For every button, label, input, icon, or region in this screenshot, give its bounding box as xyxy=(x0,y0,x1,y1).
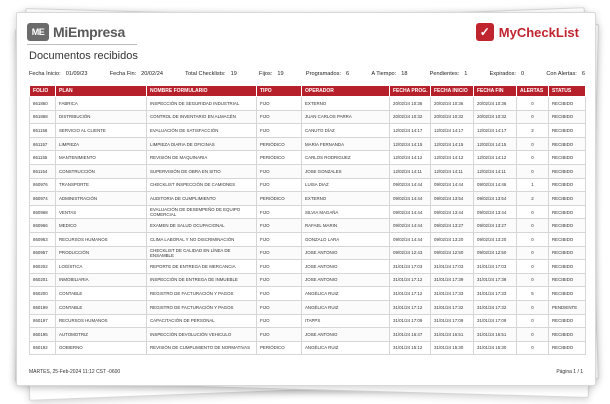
table-cell: 0 xyxy=(517,110,549,124)
table-cell: INSPECCIÓN DEVOLUCIÓN VEHICULO xyxy=(147,328,257,342)
table-cell: 09/02/24 14:44 xyxy=(431,178,474,192)
table-cell: FIJO xyxy=(257,97,302,111)
column-header: STATUS xyxy=(549,86,586,97)
filter-value: 20/02/24 xyxy=(141,71,163,77)
table-cell: 20/02/24 10:36 xyxy=(474,97,517,111)
table-cell: REVISIÓN DE MAQUINARIA xyxy=(147,151,257,165)
table-row xyxy=(30,97,586,111)
table-cell: 09/02/24 13:54 xyxy=(474,192,517,206)
table-cell: 09/02/24 12:50 xyxy=(474,246,517,260)
table-cell: CONTROL DE INVENTARIO EN ALMACÉN xyxy=(147,110,257,124)
table-cell: 09/02/24 13:20 xyxy=(431,232,474,246)
table-cell: 0 xyxy=(517,205,549,219)
filter-value: 19 xyxy=(230,71,237,77)
table-row xyxy=(30,178,586,192)
table-cell: ANGÉLICA RUIZ xyxy=(302,287,390,301)
table-cell: JOSE ANTONIO xyxy=(302,246,390,260)
table-cell: INSPECCIÓN DE ENTREGA DE INMUEBLE xyxy=(147,273,257,287)
column-header: ALERTAS xyxy=(517,86,549,97)
table-cell: CHECKLIST DE CALIDAD EN LÍNEA DE ENSAMBLE xyxy=(147,246,257,260)
filter-value: 0 xyxy=(521,71,525,77)
table-cell: REVISIÓN DE CUMPLIMIENTO DE NORMATIVAS xyxy=(147,341,257,355)
table-cell: PERIÓDICO xyxy=(257,341,302,355)
table-cell: 0 xyxy=(517,260,549,274)
table-cell: SERVICIO AL CLIENTE xyxy=(56,124,147,138)
table-cell: 31/01/24 17:12 xyxy=(390,273,431,287)
table-header xyxy=(30,86,586,97)
table-cell: LUISA DIAZ xyxy=(302,178,390,192)
table-cell: MANTENIMIENTO xyxy=(56,151,147,165)
column-header: FECHA INICIO xyxy=(431,86,474,97)
table-cell: PERIÓDICO xyxy=(257,137,302,151)
table-cell: FIJO xyxy=(257,287,302,301)
table-cell: 2 xyxy=(517,124,549,138)
table-cell: 09/02/24 14:44 xyxy=(390,205,431,219)
table-cell: 0 xyxy=(517,164,549,178)
header-divider xyxy=(27,44,137,45)
table-cell: 31/01/24 16:47 xyxy=(390,328,431,342)
table-cell: FIJO xyxy=(257,164,302,178)
table-cell: JOSE ANTONIO xyxy=(302,273,390,287)
table-cell: RECIBIDO xyxy=(549,205,586,219)
filter-value: 1 xyxy=(464,71,468,77)
table-cell: 31/01/24 17:39 xyxy=(431,273,474,287)
table-cell: 09/02/24 14:46 xyxy=(474,178,517,192)
table-cell: 31/01/24 17:03 xyxy=(390,260,431,274)
table-cell: RECIBIDO xyxy=(549,273,586,287)
table-cell: CHECKLIST INSPECCIÓN DE CAMIONES xyxy=(147,178,257,192)
table-cell: 860201 xyxy=(30,273,56,287)
filter-item xyxy=(490,71,525,77)
column-header: PLAN xyxy=(56,86,147,97)
table-cell: 09/02/24 13:54 xyxy=(431,192,474,206)
checklist-icon: ✓ xyxy=(476,23,494,41)
table-cell: 09/02/24 13:44 xyxy=(474,205,517,219)
table-cell: EVALUACIÓN DE DESEMPEÑO DE EQUIPO COMERCIAL xyxy=(147,205,257,219)
table-cell: 0 xyxy=(517,300,549,314)
table-cell: 31/01/24 17:39 xyxy=(474,273,517,287)
table-cell: 0 xyxy=(517,314,549,328)
table-cell: 31/01/24 16:51 xyxy=(431,328,474,342)
table-cell: 0 xyxy=(517,328,549,342)
table-cell: 31/01/24 17:33 xyxy=(474,287,517,301)
table-cell: 0 xyxy=(517,232,549,246)
table-cell: FIJO xyxy=(257,314,302,328)
table-row xyxy=(30,328,586,342)
table-cell: 12/02/24 14:11 xyxy=(474,164,517,178)
table-cell: 31/01/24 17:09 xyxy=(474,314,517,328)
app-name: MyCheckList xyxy=(498,24,579,40)
column-header: FECHA FIN xyxy=(474,86,517,97)
table-cell: INMOBILIARIA xyxy=(56,273,147,287)
table-cell: EXAMEN DE SALUD OCUPACIONAL xyxy=(147,219,257,233)
footer-timestamp: MARTES, 25-Feb-2024 11:12 CST -0600 xyxy=(29,369,121,375)
table-cell: 12/02/24 14:11 xyxy=(431,164,474,178)
table-cell: 31/01/24 17:32 xyxy=(474,300,517,314)
table-cell: 31/01/24 17:09 xyxy=(390,314,431,328)
table-row xyxy=(30,205,586,219)
table-row xyxy=(30,219,586,233)
table-row xyxy=(30,246,586,260)
table-cell: INSPECCIÓN DE SEGURIDAD INDUSTRIAL xyxy=(147,97,257,111)
company-logo xyxy=(27,23,125,41)
table-cell: 31/01/24 17:09 xyxy=(431,314,474,328)
table-cell: FIJO xyxy=(257,124,302,138)
table-cell: FIJO xyxy=(257,178,302,192)
table-cell: 860968 xyxy=(30,205,56,219)
table-cell: RECIBIDO xyxy=(549,287,586,301)
filter-label: Fecha Inicio: xyxy=(29,71,61,77)
table-cell: 12/02/24 14:11 xyxy=(390,164,431,178)
filter-item xyxy=(306,71,349,77)
filter-label: Fecha Fin: xyxy=(109,71,137,77)
table-cell: 09/02/24 14:44 xyxy=(390,219,431,233)
table-row xyxy=(30,273,586,287)
filter-label: Total Checklists: xyxy=(185,71,226,77)
table-cell: CONSTRUCCIÓN xyxy=(56,164,147,178)
table-cell: 12/02/24 14:12 xyxy=(474,151,517,165)
table-cell: RECIBIDO xyxy=(549,192,586,206)
table-row xyxy=(30,232,586,246)
table-cell: GONZALO LARA xyxy=(302,232,390,246)
table-cell: RECIBIDO xyxy=(549,110,586,124)
table-cell: 09/02/24 14:44 xyxy=(390,192,431,206)
company-logo-icon: ME xyxy=(27,23,49,41)
page-title: Documentos recibidos xyxy=(29,50,138,62)
table-cell: DISTRIBUCIÓN xyxy=(56,110,147,124)
table-row xyxy=(30,192,586,206)
page-number: Página 1 / 1 xyxy=(556,369,583,375)
table-row xyxy=(30,260,586,274)
table-cell: 0 xyxy=(517,273,549,287)
table-cell: 861154 xyxy=(30,164,56,178)
table-cell: 09/02/24 13:27 xyxy=(431,219,474,233)
table-cell: EXTERNO xyxy=(302,192,390,206)
table-row xyxy=(30,124,586,138)
table-cell: FIJO xyxy=(257,273,302,287)
page-footer xyxy=(29,369,583,375)
table-cell: VENTAS xyxy=(56,205,147,219)
table-cell: AUTOMOTRIZ xyxy=(56,328,147,342)
table-cell: 0 xyxy=(517,137,549,151)
summary-filters xyxy=(29,71,585,77)
filter-label: Pendientes: xyxy=(429,71,460,77)
table-cell: SILVIA MAGAÑA xyxy=(302,205,390,219)
column-header: FOLIO xyxy=(30,86,56,97)
table-cell: CONTABLE xyxy=(56,287,147,301)
table-cell: RAFAEL MARIN xyxy=(302,219,390,233)
table-cell: 0 xyxy=(517,97,549,111)
table-cell: RECIBIDO xyxy=(549,219,586,233)
filter-item xyxy=(259,71,284,77)
table-cell: 31/01/24 16:51 xyxy=(474,328,517,342)
table-cell: 12/02/24 14:15 xyxy=(390,137,431,151)
column-header: FECHA PROG. xyxy=(390,86,431,97)
table-cell: 09/02/24 12:43 xyxy=(390,246,431,260)
table-cell: FIJO xyxy=(257,110,302,124)
table-cell: 12/02/24 14:15 xyxy=(474,137,517,151)
table-cell: 12/02/24 14:12 xyxy=(431,151,474,165)
table-cell: 860976 xyxy=(30,178,56,192)
table-cell: REGISTRO DE FACTURACIÓN Y PAGOS xyxy=(147,300,257,314)
filter-item xyxy=(430,71,468,77)
table-cell: 31/01/24 17:12 xyxy=(390,287,431,301)
column-header: OPERADOR xyxy=(302,86,390,97)
table-cell: 860197 xyxy=(30,314,56,328)
table-cell: ITAPPS xyxy=(302,314,390,328)
table-cell: FIJO xyxy=(257,300,302,314)
table-cell: FIJO xyxy=(257,328,302,342)
filter-value: 01/09/23 xyxy=(65,71,88,77)
filter-item xyxy=(371,71,407,77)
table-cell: 31/01/24 17:03 xyxy=(431,260,474,274)
table-cell: 09/02/24 13:44 xyxy=(431,205,474,219)
filter-item xyxy=(29,71,88,77)
filter-value: 6 xyxy=(581,71,585,77)
table-cell: 09/02/24 12:50 xyxy=(431,246,474,260)
table-cell: 860974 xyxy=(30,192,56,206)
table-cell: 31/01/24 17:03 xyxy=(474,260,517,274)
table-cell: CARLOS RODRIGUEZ xyxy=(302,151,390,165)
table-cell: 2 xyxy=(517,192,549,206)
table-cell: MARIA FERNANDA xyxy=(302,137,390,151)
table-cell: RECIBIDO xyxy=(549,124,586,138)
table-row xyxy=(30,110,586,124)
table-cell: RECIBIDO xyxy=(549,151,586,165)
table-cell: RECIBIDO xyxy=(549,137,586,151)
table-cell: 20/02/24 10:32 xyxy=(431,110,474,124)
table-cell: 0 xyxy=(517,341,549,355)
table-cell: ADMINISTRACIÓN xyxy=(56,192,147,206)
table-cell: LIMPIEZA xyxy=(56,137,147,151)
table-cell: 12/02/24 14:12 xyxy=(390,151,431,165)
table-row xyxy=(30,164,586,178)
table-cell: RECIBIDO xyxy=(549,164,586,178)
filter-value: 18 xyxy=(401,71,408,77)
table-row xyxy=(30,341,586,355)
filter-label: Con Alertas: xyxy=(546,71,577,77)
table-cell: CAPACITACIÓN DE PERSONAL xyxy=(147,314,257,328)
table-cell: AUDITORIA DE CUMPLIMIENTO xyxy=(147,192,257,206)
table-cell: 860963 xyxy=(30,232,56,246)
table-body xyxy=(30,97,586,355)
table-cell: 0 xyxy=(517,219,549,233)
report-page xyxy=(16,12,596,386)
table-cell: CANUTO DÍAZ xyxy=(302,124,390,138)
table-cell: JOSE ANTONIO xyxy=(302,328,390,342)
table-cell: 861860 xyxy=(30,97,56,111)
table-cell: 31/01/24 17:33 xyxy=(431,287,474,301)
column-header: NOMBRE FORMULARIO xyxy=(147,86,257,97)
filter-value: 6 xyxy=(346,71,350,77)
table-cell: 31/01/24 15:30 xyxy=(474,341,517,355)
table-cell: 861157 xyxy=(30,137,56,151)
table-cell: PRODUCCIÓN xyxy=(56,246,147,260)
table-cell: CONTABLE xyxy=(56,300,147,314)
table-cell: PERIÓDICO xyxy=(257,151,302,165)
table-cell: FIJO xyxy=(257,246,302,260)
company-name: MiEmpresa xyxy=(53,24,125,40)
table-cell: LIMPIEZA DIARIA DE OFICINAS xyxy=(147,137,257,151)
table-cell: 12/02/24 14:17 xyxy=(390,124,431,138)
filter-item xyxy=(546,71,585,77)
table-cell: REGISTRO DE FACTURACIÓN Y PAGOS xyxy=(147,287,257,301)
table-cell: 861155 xyxy=(30,151,56,165)
filter-label: Fijos: xyxy=(259,71,273,77)
table-cell: 31/01/24 15:30 xyxy=(431,341,474,355)
table-cell: 09/02/24 13:20 xyxy=(474,232,517,246)
filter-item xyxy=(110,71,163,77)
table-cell: RECIBIDO xyxy=(549,328,586,342)
table-cell: FIJO xyxy=(257,232,302,246)
table-cell: 12/02/24 14:17 xyxy=(474,124,517,138)
table-cell: 860195 xyxy=(30,328,56,342)
table-cell: 12/02/24 14:17 xyxy=(431,124,474,138)
table-cell: 20/02/24 10:36 xyxy=(431,97,474,111)
table-cell: 09/02/24 14:44 xyxy=(390,232,431,246)
filter-label: A Tiempo: xyxy=(371,71,397,77)
table-cell: 860192 xyxy=(30,341,56,355)
table-cell: PENDIENTE xyxy=(549,300,586,314)
table-cell: RECURSOS HUMANOS xyxy=(56,232,147,246)
filter-label: Programados: xyxy=(305,71,341,77)
filter-label: Expirados: xyxy=(489,71,516,77)
table-cell: JOSE ANTONIO xyxy=(302,260,390,274)
table-cell: RECIBIDO xyxy=(549,314,586,328)
table-cell: 12/02/24 14:15 xyxy=(431,137,474,151)
table-row xyxy=(30,287,586,301)
table-cell: RECIBIDO xyxy=(549,341,586,355)
table-cell: RECIBIDO xyxy=(549,232,586,246)
table-row xyxy=(30,137,586,151)
table-cell: RECURSOS HUMANOS xyxy=(56,314,147,328)
table-cell: 1 xyxy=(517,178,549,192)
table-cell: 861158 xyxy=(30,124,56,138)
table-cell: 860202 xyxy=(30,260,56,274)
table-cell: 31/01/24 15:12 xyxy=(390,341,431,355)
table-cell: 860199 xyxy=(30,300,56,314)
table-cell: 0 xyxy=(517,246,549,260)
table-cell: RECIBIDO xyxy=(549,246,586,260)
table-cell: RECIBIDO xyxy=(549,178,586,192)
table-cell: FIJO xyxy=(257,205,302,219)
table-cell: 31/01/24 17:12 xyxy=(390,300,431,314)
filter-item xyxy=(185,71,237,77)
table-row xyxy=(30,300,586,314)
table-cell: JUAN CARLOS PARRA xyxy=(302,110,390,124)
table-cell: EXTERNO xyxy=(302,97,390,111)
table-cell: CLIMA LABORAL Y NO DISCRIMINACIÓN xyxy=(147,232,257,246)
filter-value: 19 xyxy=(277,71,284,77)
app-logo xyxy=(476,23,579,41)
table-cell: 5 xyxy=(517,287,549,301)
table-cell: 20/02/24 10:36 xyxy=(390,97,431,111)
table-cell: ANGÉLICA RUIZ xyxy=(302,341,390,355)
table-cell: 860957 xyxy=(30,246,56,260)
table-cell: 860200 xyxy=(30,287,56,301)
table-cell: TRANSPORTE xyxy=(56,178,147,192)
table-cell: LOGÍSTICA xyxy=(56,260,147,274)
table-cell: MEDICO xyxy=(56,219,147,233)
column-header: TIPO xyxy=(257,86,302,97)
table-cell: 20/02/24 10:32 xyxy=(474,110,517,124)
table-cell: JOSE GONZALES xyxy=(302,164,390,178)
table-cell: 20/02/24 10:32 xyxy=(390,110,431,124)
table-cell: RECIBIDO xyxy=(549,260,586,274)
table-cell: PERIÓDICO xyxy=(257,192,302,206)
table-cell: 09/02/24 13:27 xyxy=(474,219,517,233)
table-cell: REPORTE DE ENTREGA DE MERCANCIA xyxy=(147,260,257,274)
table-cell: 0 xyxy=(517,151,549,165)
table-cell: GOBIERNO xyxy=(56,341,147,355)
documents-table xyxy=(29,85,586,355)
table-cell: 09/02/24 14:44 xyxy=(390,178,431,192)
table-cell: FIJO xyxy=(257,260,302,274)
table-cell: 860966 xyxy=(30,219,56,233)
table-cell: RECIBIDO xyxy=(549,97,586,111)
table-cell: FIJO xyxy=(257,219,302,233)
table-cell: EVALUACIÓN DE SATISFACCIÓN xyxy=(147,124,257,138)
table-cell: 861868 xyxy=(30,110,56,124)
table-cell: FABRICA xyxy=(56,97,147,111)
table-row xyxy=(30,314,586,328)
table-cell: ANGÉLICA RUIZ xyxy=(302,300,390,314)
table-cell: SUPERVISIÓN DE OBRA EN SITIO xyxy=(147,164,257,178)
table-cell: 31/01/24 17:32 xyxy=(431,300,474,314)
table-row xyxy=(30,151,586,165)
